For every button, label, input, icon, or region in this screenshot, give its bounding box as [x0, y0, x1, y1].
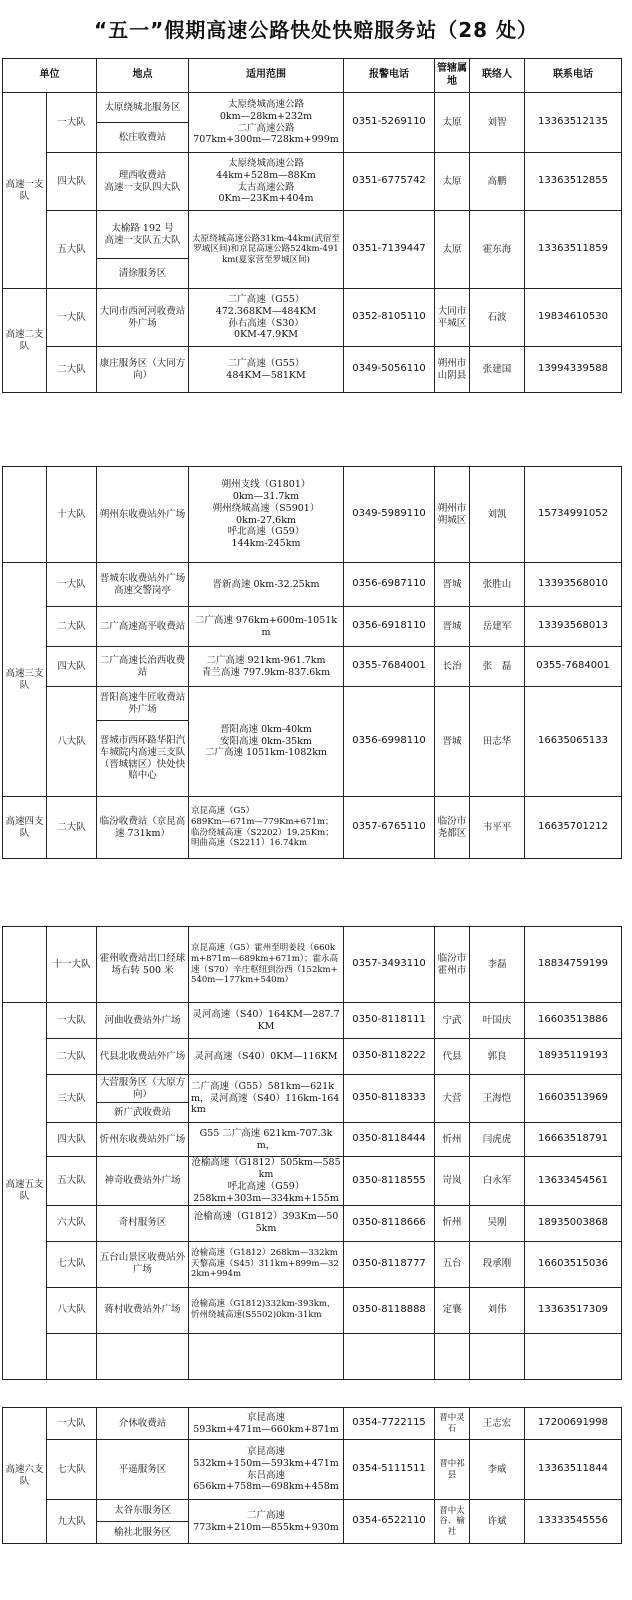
jurisdiction-cell: 太原 — [435, 153, 470, 211]
scope-cell: 沧榆高速（G1812）393Km—505km — [189, 1205, 344, 1241]
alarm-phone-cell: 0350-8118111 — [344, 1003, 435, 1039]
alarm-phone-cell: 0355-7684001 — [344, 647, 435, 687]
contact-phone-cell: 15734991052 — [525, 467, 622, 563]
alarm-phone-cell: 0349-5989110 — [344, 467, 435, 563]
scope-cell: 太原绕城高速公路 44km+528m—88Km 太古高速公路 0Km—23Km+404m — [189, 153, 344, 211]
table-row — [3, 1408, 622, 1440]
scope-cell: 二广高速（G55）581km—621km，灵河高速（S40）116km-164km — [189, 1075, 344, 1123]
contact-phone-cell: 0355-7684001 — [525, 647, 622, 687]
jurisdiction-cell: 岢岚 — [435, 1157, 470, 1206]
table-header-row — [3, 59, 622, 93]
jurisdiction-cell: 晋城 — [435, 563, 470, 607]
contact-cell: 霍东海 — [470, 211, 525, 289]
contact-phone-cell: 18935119193 — [525, 1039, 622, 1075]
brigade-cell: 一大队 — [47, 289, 97, 347]
table-row — [3, 647, 622, 687]
table-row — [3, 1333, 622, 1379]
alarm-phone-cell: 0354-7722115 — [344, 1408, 435, 1440]
contact-phone-cell: 16603513886 — [525, 1003, 622, 1039]
page-title: “五一”假期高速公路快处快赔服务站（28 处） — [93, 18, 539, 42]
alarm-phone-cell: 0354-5111511 — [344, 1440, 435, 1500]
location-cell: 平遥服务区 — [97, 1440, 189, 1500]
scope-cell: 京昆高速 532km+150m—593km+471m 东吕高速 656km+758m—698km+458m — [189, 1440, 344, 1500]
table-row — [3, 1039, 622, 1075]
scope-cell: G55 二广高速 621km-707.3km， — [189, 1123, 344, 1157]
scope-cell: 京昆高速 593km+471m—660km+871m — [189, 1408, 344, 1440]
brigade-cell: 八大队 — [47, 687, 97, 797]
jurisdiction-cell: 定襄 — [435, 1287, 470, 1333]
brigade-cell: 八大队 — [47, 1287, 97, 1333]
contact-phone-cell: 13363511859 — [525, 211, 622, 289]
contact-cell: 田志华 — [470, 687, 525, 797]
col-header-contact: 联络人 — [470, 59, 525, 93]
detachment-cell — [3, 467, 47, 563]
detachment-cell: 高速二支队 — [3, 289, 47, 393]
jurisdiction-cell: 大营 — [435, 1075, 470, 1123]
location-cell: 霍州收费站出口经球场右转 500 米 — [97, 927, 189, 1003]
scope-cell: 沧榆高速（G1812)332km-393km，忻州绕城高速(S5502)0km-31km — [189, 1287, 344, 1333]
alarm-phone-cell: 0350-8118777 — [344, 1241, 435, 1287]
brigade-cell: 一大队 — [47, 563, 97, 607]
contact-cell: 王志宏 — [470, 1408, 525, 1440]
col-header-jurisdiction: 管辖属地 — [435, 59, 470, 93]
jurisdiction-cell: 晋城 — [435, 687, 470, 797]
contact-phone-cell: 16603515036 — [525, 1241, 622, 1287]
location-cell — [97, 1333, 189, 1379]
location-cell: 晋城东收费站外广场高速交警岗亭 — [97, 563, 189, 607]
location-cell: 松庄收费站 — [97, 123, 189, 153]
table-page-2 — [2, 466, 622, 859]
contact-cell: 吴刚 — [470, 1205, 525, 1241]
scope-cell — [189, 1333, 344, 1379]
contact-phone-cell: 17200691998 — [525, 1408, 622, 1440]
contact-cell: 叶国庆 — [470, 1003, 525, 1039]
contact-cell: 岳建军 — [470, 607, 525, 647]
contact-cell: 刘智 — [470, 93, 525, 153]
scope-cell: 朔州支线（G1801） 0km—31.7km 朔州绕城高速（S5901） 0km-27.6km 呼北高速（G59） 144km-245km — [189, 467, 344, 563]
jurisdiction-cell: 忻州 — [435, 1205, 470, 1241]
scope-cell: 灵河高速（S40）0KM—116KM — [189, 1039, 344, 1075]
location-cell: 奇村服务区 — [97, 1205, 189, 1241]
contact-cell: 白永军 — [470, 1157, 525, 1206]
table-row — [3, 1241, 622, 1287]
contact-phone-cell: 13363512855 — [525, 153, 622, 211]
brigade-cell: 二大队 — [47, 797, 97, 859]
detachment-cell: 高速四支队 — [3, 797, 47, 859]
location-cell: 太榆路 192 号 高速一支队五大队 — [97, 211, 189, 259]
jurisdiction-cell: 晋中灵石 — [435, 1408, 470, 1440]
location-cell: 忻州东收费站外广场 — [97, 1123, 189, 1157]
jurisdiction-cell: 忻州 — [435, 1123, 470, 1157]
contact-cell: 韦平平 — [470, 797, 525, 859]
location-cell: 介休收费站 — [97, 1408, 189, 1440]
location-cell: 蒋村收费站外广场 — [97, 1287, 189, 1333]
alarm-phone-cell: 0351-7139447 — [344, 211, 435, 289]
brigade-cell: 二大队 — [47, 1039, 97, 1075]
contact-phone-cell: 18935003868 — [525, 1205, 622, 1241]
alarm-phone-cell: 0356-6987110 — [344, 563, 435, 607]
contact-cell: 段承刚 — [470, 1241, 525, 1287]
contact-phone-cell: 13393568010 — [525, 563, 622, 607]
table-page-3 — [2, 926, 622, 1380]
brigade-cell: 四大队 — [47, 1123, 97, 1157]
location-cell: 大同市西河河收费站外广场 — [97, 289, 189, 347]
contact-phone-cell: 16635701212 — [525, 797, 622, 859]
brigade-cell: 二大队 — [47, 607, 97, 647]
contact-cell: 石波 — [470, 289, 525, 347]
contact-phone-cell: 13633454561 — [525, 1157, 622, 1206]
scope-cell: 沧榆高速（G1812）268km—332km 天黎高速（S45）311km+899m—322km+994m — [189, 1241, 344, 1287]
col-header-contact-phone: 联系电话 — [525, 59, 622, 93]
detachment-cell: 高速六支队 — [3, 1408, 47, 1544]
contact-cell: 闫虎虎 — [470, 1123, 525, 1157]
contact-phone-cell: 13363517309 — [525, 1287, 622, 1333]
contact-cell: 郭良 — [470, 1039, 525, 1075]
contact-cell: 高鹏 — [470, 153, 525, 211]
table-row — [3, 1500, 622, 1522]
contact-cell: 李威 — [470, 1440, 525, 1500]
alarm-phone-cell: 0350-8118222 — [344, 1039, 435, 1075]
alarm-phone-cell: 0350-8118666 — [344, 1205, 435, 1241]
contact-phone-cell: 13994339588 — [525, 347, 622, 393]
scope-cell: 京昆高速（G5）霍州至明姜段（660km+871m—689km+671m）；霍永高速（S70）辛庄枢纽到汾西（152km+540m—177km+540m） — [189, 927, 344, 1003]
brigade-cell: 五大队 — [47, 1157, 97, 1206]
location-cell: 榆社北服务区 — [97, 1522, 189, 1544]
alarm-phone-cell: 0350-8118444 — [344, 1123, 435, 1157]
brigade-cell: 七大队 — [47, 1440, 97, 1500]
scope-cell: 二广高速 773km+210m—855km+930m — [189, 1500, 344, 1544]
table-page-4 — [2, 1407, 622, 1544]
detachment-cell: 高速三支队 — [3, 563, 47, 797]
table-row — [3, 687, 622, 721]
contact-phone-cell: 16603513969 — [525, 1075, 622, 1123]
contact-phone-cell — [525, 1333, 622, 1379]
location-cell: 朔州东收费站外广场 — [97, 467, 189, 563]
brigade-cell: 一大队 — [47, 1003, 97, 1039]
jurisdiction-cell: 大同市平城区 — [435, 289, 470, 347]
col-header-unit: 单位 — [3, 59, 97, 93]
jurisdiction-cell: 太原 — [435, 211, 470, 289]
brigade-cell — [47, 1333, 97, 1379]
alarm-phone-cell: 0352-8105110 — [344, 289, 435, 347]
contact-phone-cell: 13333545556 — [525, 1500, 622, 1544]
jurisdiction-cell: 代县 — [435, 1039, 470, 1075]
location-cell: 清徐服务区 — [97, 259, 189, 289]
brigade-cell: 四大队 — [47, 153, 97, 211]
detachment-cell — [3, 927, 47, 1003]
jurisdiction-cell: 宁武 — [435, 1003, 470, 1039]
contact-cell: 刘伟 — [470, 1287, 525, 1333]
jurisdiction-cell: 临汾市尧都区 — [435, 797, 470, 859]
alarm-phone-cell: 0350-8118888 — [344, 1287, 435, 1333]
jurisdiction-cell — [435, 1333, 470, 1379]
table-row — [3, 211, 622, 259]
alarm-phone-cell: 0351-6775742 — [344, 153, 435, 211]
scope-cell: 沧榆高速（G1812）505km—585km 呼北高速（G59） 258km+303m—334km+155m — [189, 1157, 344, 1206]
alarm-phone-cell: 0357-6765110 — [344, 797, 435, 859]
alarm-phone-cell: 0357-3493110 — [344, 927, 435, 1003]
col-header-location: 地点 — [97, 59, 189, 93]
col-header-alarm-phone: 报警电话 — [344, 59, 435, 93]
scope-cell: 二广高速（G55） 472.368KM—484KM 孙右高速（S30） 0KM-47.9KM — [189, 289, 344, 347]
location-cell: 新广武收费站 — [97, 1103, 189, 1123]
table-row — [3, 1157, 622, 1206]
table-row — [3, 153, 622, 211]
table-row — [3, 1287, 622, 1333]
contact-phone-cell: 16663518791 — [525, 1123, 622, 1157]
contact-phone-cell: 19834610530 — [525, 289, 622, 347]
alarm-phone-cell: 0350-8118555 — [344, 1157, 435, 1206]
contact-phone-cell: 13393568013 — [525, 607, 622, 647]
brigade-cell: 五大队 — [47, 211, 97, 289]
location-cell: 神奇收费站外广场 — [97, 1157, 189, 1206]
table-row — [3, 289, 622, 347]
contact-phone-cell: 16635065133 — [525, 687, 622, 797]
jurisdiction-cell: 太原 — [435, 93, 470, 153]
location-cell: 二广高速长治西收费站 — [97, 647, 189, 687]
brigade-cell: 十一大队 — [47, 927, 97, 1003]
detachment-cell: 高速五支队 — [3, 1003, 47, 1380]
jurisdiction-cell: 朔州市朔城区 — [435, 467, 470, 563]
brigade-cell: 六大队 — [47, 1205, 97, 1241]
contact-cell: 许斌 — [470, 1500, 525, 1544]
table-row — [3, 1123, 622, 1157]
location-cell: 临汾收费站（京昆高速 731km） — [97, 797, 189, 859]
location-cell: 晋阳高速牛匠收费站外广场 — [97, 687, 189, 721]
alarm-phone-cell: 0354-6522110 — [344, 1500, 435, 1544]
contact-cell: 刘凯 — [470, 467, 525, 563]
jurisdiction-cell: 五台 — [435, 1241, 470, 1287]
scope-cell: 京昆高速（G5） 689Km—671m—779Km+671m；临汾绕城高速（S2202）19.25Km；明曲高速（S2211）16.74km — [189, 797, 344, 859]
table-row — [3, 563, 622, 607]
brigade-cell: 七大队 — [47, 1241, 97, 1287]
brigade-cell: 九大队 — [47, 1500, 97, 1544]
location-cell: 五台山景区收费站外广场 — [97, 1241, 189, 1287]
contact-cell: 张 磊 — [470, 647, 525, 687]
location-cell: 大营服务区（大原方向） — [97, 1075, 189, 1103]
contact-cell: 张胜山 — [470, 563, 525, 607]
table-row — [3, 1003, 622, 1039]
table-row — [3, 1440, 622, 1500]
contact-cell: 张建国 — [470, 347, 525, 393]
jurisdiction-cell: 晋城 — [435, 607, 470, 647]
brigade-cell: 十大队 — [47, 467, 97, 563]
contact-cell — [470, 1333, 525, 1379]
contact-phone-cell: 18834759199 — [525, 927, 622, 1003]
location-cell: 晋城市西环路华阳汽车城院内高速三支队（晋城辖区）快处快赔中心 — [97, 721, 189, 797]
location-cell: 代县北收费站外广场 — [97, 1039, 189, 1075]
scope-cell: 晋新高速 0km-32.25km — [189, 563, 344, 607]
alarm-phone-cell: 0356-6998110 — [344, 687, 435, 797]
scope-cell: 灵河高速（S40）164KM—287.7KM — [189, 1003, 344, 1039]
location-cell: 河曲收费站外广场 — [97, 1003, 189, 1039]
location-cell: 理西收费站 高速一支队四大队 — [97, 153, 189, 211]
contact-phone-cell: 13363511844 — [525, 1440, 622, 1500]
scope-cell: 二广高速（G55） 484KM—581KM — [189, 347, 344, 393]
table-row — [3, 467, 622, 563]
scope-cell: 太原绕城高速公路31km-44km(武宿至罗城区间)和京昆高速公路524km-491km(夏家营至罗城区间) — [189, 211, 344, 289]
brigade-cell: 二大队 — [47, 347, 97, 393]
brigade-cell: 四大队 — [47, 647, 97, 687]
table-row — [3, 347, 622, 393]
location-cell: 康庄服务区（大同方向） — [97, 347, 189, 393]
contact-cell: 李磊 — [470, 927, 525, 1003]
alarm-phone-cell: 0350-8118333 — [344, 1075, 435, 1123]
scope-cell: 二广高速 976km+600m-1051km — [189, 607, 344, 647]
contact-phone-cell: 13363512135 — [525, 93, 622, 153]
location-cell: 太原绕城北服务区 — [97, 93, 189, 123]
alarm-phone-cell — [344, 1333, 435, 1379]
jurisdiction-cell: 临汾市霍州市 — [435, 927, 470, 1003]
location-cell: 二广高速高平收费站 — [97, 607, 189, 647]
table-row — [3, 607, 622, 647]
table-row — [3, 1205, 622, 1241]
table-row — [3, 1075, 622, 1103]
brigade-cell: 三大队 — [47, 1075, 97, 1123]
jurisdiction-cell: 晋中祁县 — [435, 1440, 470, 1500]
scope-cell: 二广高速 921km-961.7km 青兰高速 797.9km-837.6km — [189, 647, 344, 687]
alarm-phone-cell: 0351-5269110 — [344, 93, 435, 153]
brigade-cell: 一大队 — [47, 1408, 97, 1440]
table-row — [3, 797, 622, 859]
jurisdiction-cell: 朔州市山阴县 — [435, 347, 470, 393]
alarm-phone-cell: 0349-5056110 — [344, 347, 435, 393]
brigade-cell: 一大队 — [47, 93, 97, 153]
table-row — [3, 93, 622, 123]
scope-cell: 晋阳高速 0km-40km 安阳高速 0km-35km 二广高速 1051km-1082km — [189, 687, 344, 797]
alarm-phone-cell: 0356-6918110 — [344, 607, 435, 647]
location-cell: 太谷东服务区 — [97, 1500, 189, 1522]
jurisdiction-cell: 晋中太谷、榆社 — [435, 1500, 470, 1544]
contact-cell: 王海恺 — [470, 1075, 525, 1123]
jurisdiction-cell: 长治 — [435, 647, 470, 687]
detachment-cell: 高速一支队 — [3, 93, 47, 289]
table-row — [3, 927, 622, 1003]
col-header-scope: 适用范围 — [189, 59, 344, 93]
table-page-1 — [2, 58, 622, 393]
scope-cell: 太原绕城高速公路 0km—28km+232m 二广高速公路 707km+300m—728km+999m — [189, 93, 344, 153]
